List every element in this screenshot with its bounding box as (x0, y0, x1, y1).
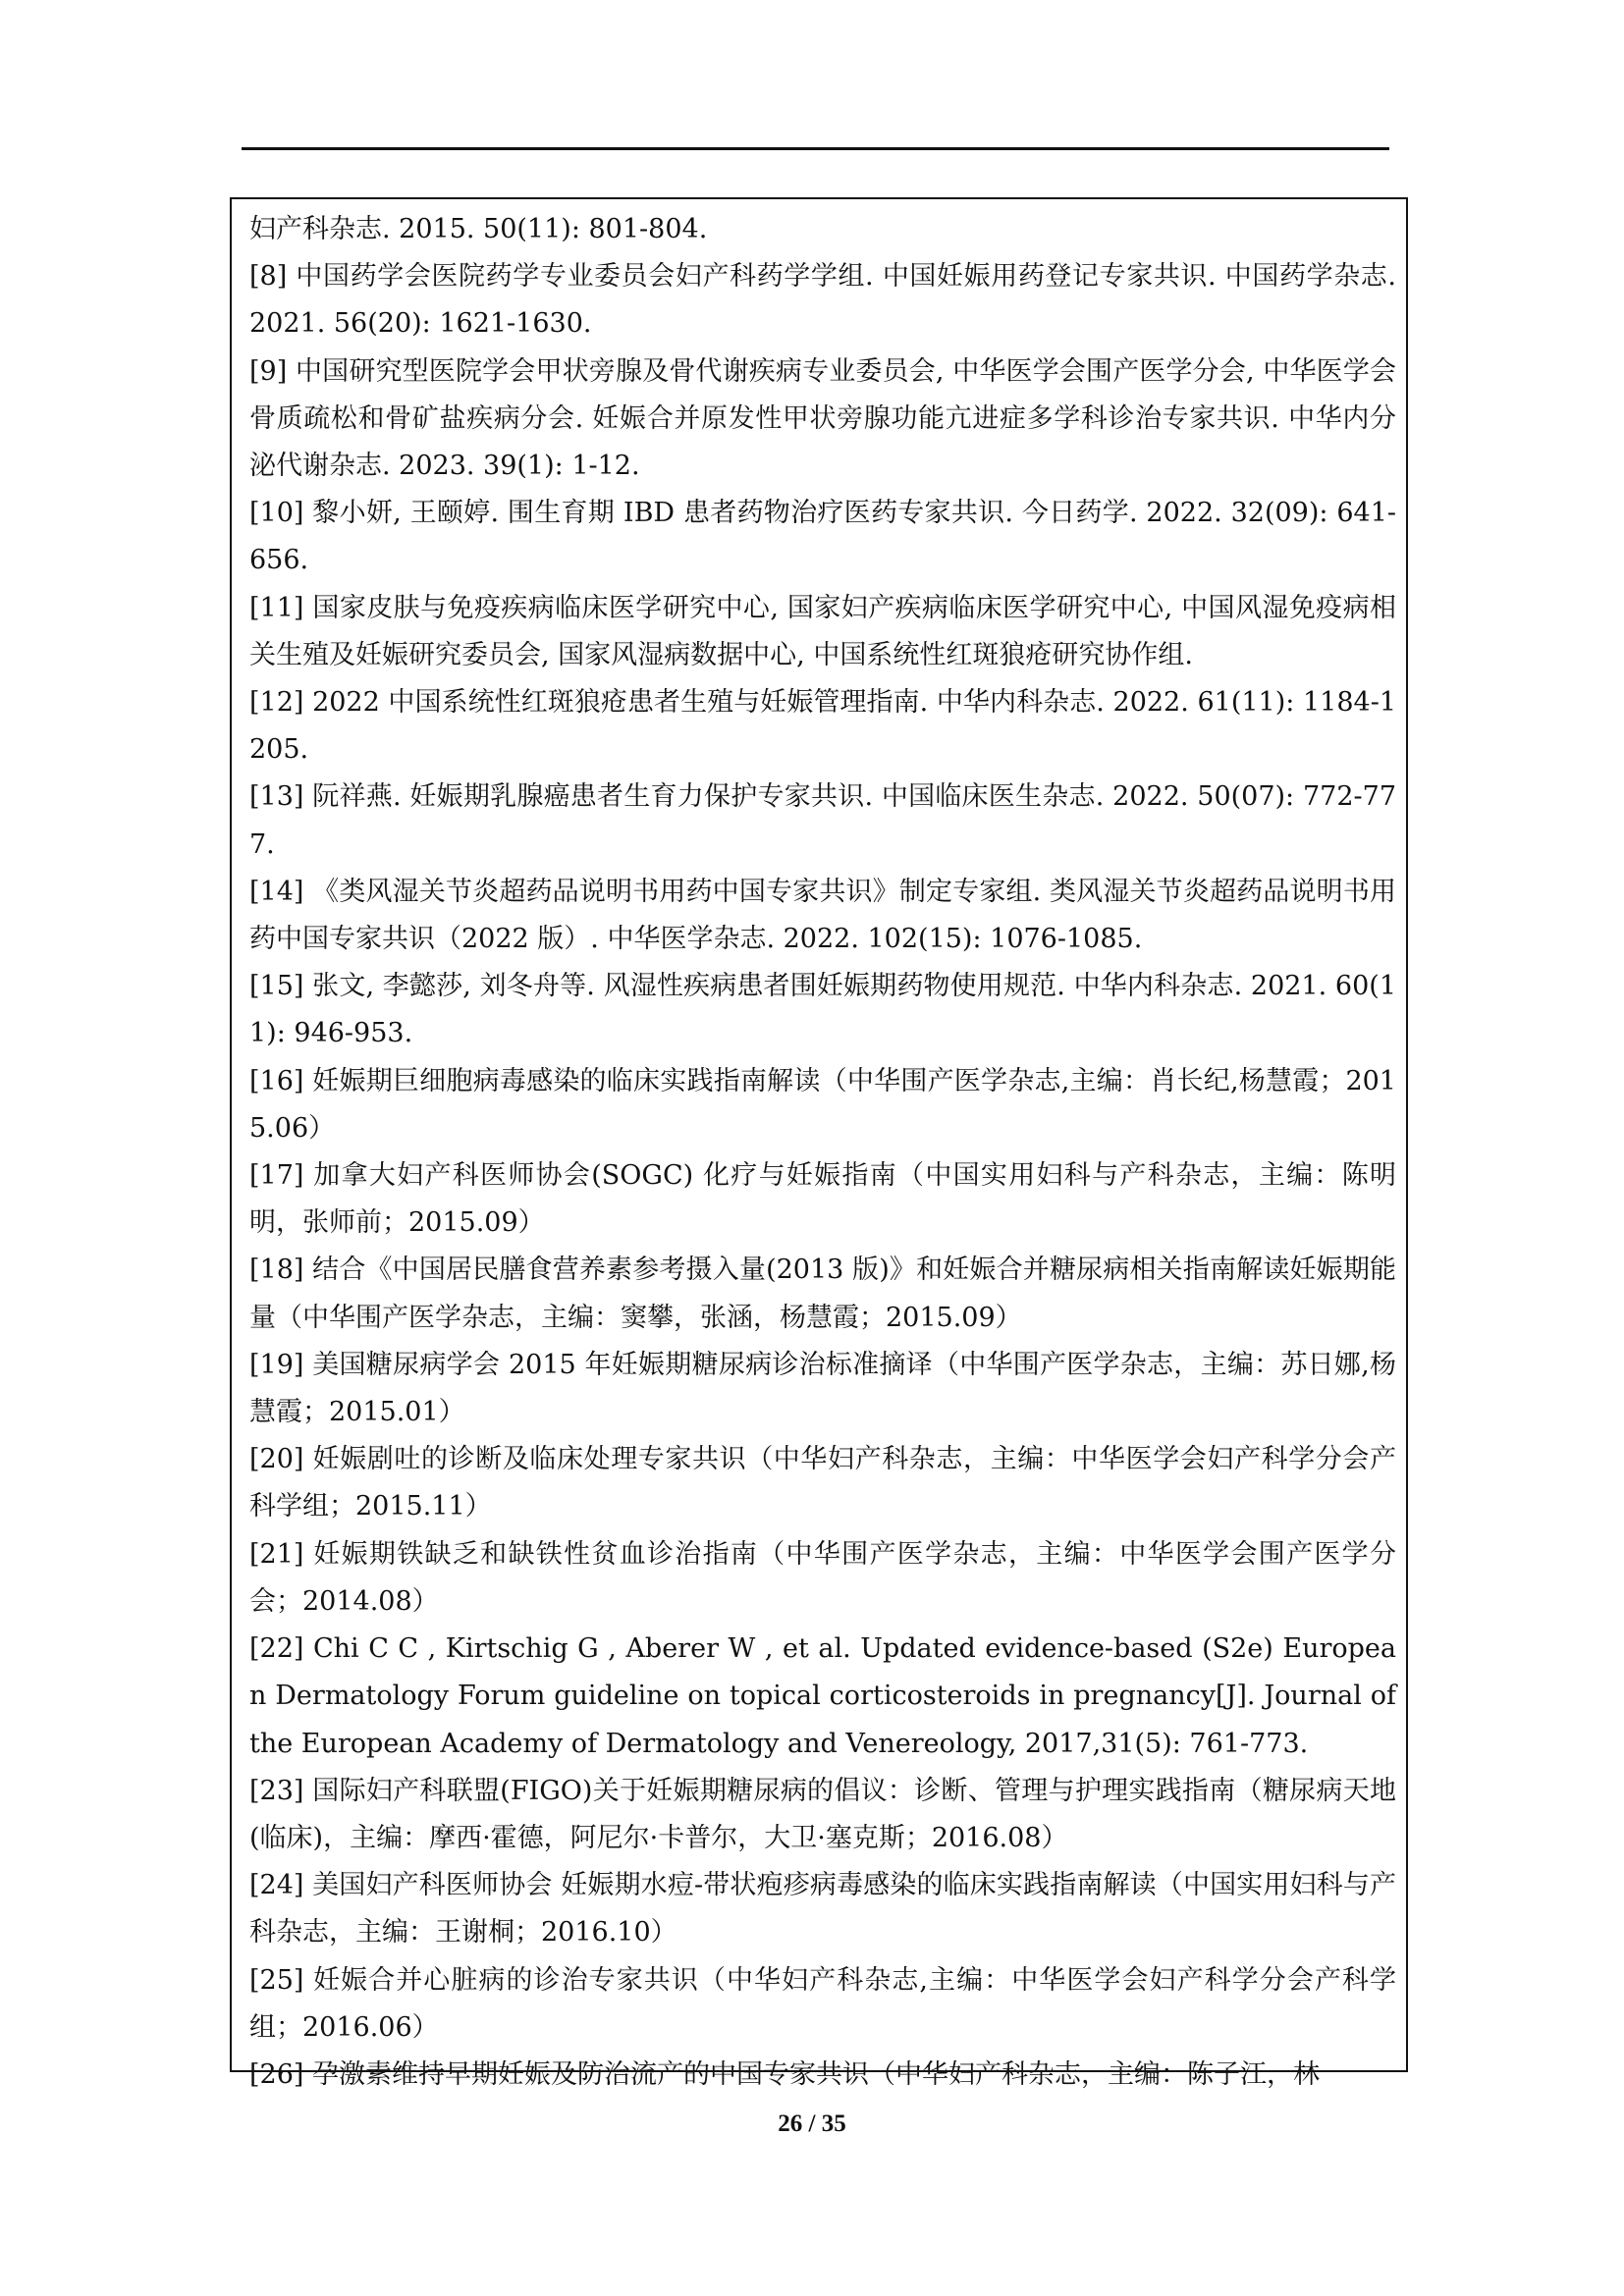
reference-item: [18] 结合《中国居民膳食营养素参考摄入量(2013 版)》和妊娠合并糖尿病相关指南解读妊娠期能量（中华围产医学杂志，主编：窦攀，张涵，杨慧霞；2015.09） (249, 1255, 1396, 1333)
reference-item: [20] 妊娠剧吐的诊断及临床处理专家共识（中华妇产科杂志，主编：中华医学会妇产科学分会产科学组；2015.11） (249, 1444, 1396, 1522)
reference-item: [12] 2022 中国系统性红斑狼疮患者生殖与妊娠管理指南. 中华内科杂志. 2022. 61(11): 1184-1205. (249, 687, 1396, 766)
reference-item: [17] 加拿大妇产科医师协会(SOGC) 化疗与妊娠指南（中国实用妇科与产科杂志，主编：陈明明，张师前；2015.09） (249, 1160, 1396, 1239)
reference-list (249, 206, 1396, 2099)
reference-item: [14] 《类风湿关节炎超药品说明书用药中国专家共识》制定专家组. 类风湿关节炎超药品说明书用药中国专家共识（2022 版）. 中华医学杂志. 2022. 102(15): 1076-1085. (249, 876, 1396, 955)
reference-item: [23] 国际妇产科联盟(FIGO)关于妊娠期糖尿病的倡议：诊断、管理与护理实践指南（糖尿病天地(临床)，主编：摩西·霍德，阿尼尔·卡普尔，大卫·塞克斯；2016.08） (249, 1775, 1396, 1853)
reference-item: [16] 妊娠期巨细胞病毒感染的临床实践指南解读（中华围产医学杂志,主编：肖长纪,杨慧霞；2015.06） (249, 1065, 1396, 1144)
reference-item: [21] 妊娠期铁缺乏和缺铁性贫血诊治指南（中华围产医学杂志，主编：中华医学会围产医学分会；2014.08） (249, 1538, 1396, 1617)
reference-item: [19] 美国糖尿病学会 2015 年妊娠期糖尿病诊治标准摘译（中华围产医学杂志，主编：苏日娜,杨慧霞；2015.01） (249, 1349, 1396, 1428)
reference-list-box (230, 197, 1408, 2090)
reference-item: 妇产科杂志. 2015. 50(11): 801-804. (249, 214, 708, 244)
reference-item: [22] Chi C C , Kirtschig G , Aberer W , et al. Updated evidence-based (S2e) European Dermatology Forum guideline on topical corticosteroids in pregnancy[J]. Journal of the European Academy of Dermatology and Venereology, 2017,31(5): 761-773. (249, 1633, 1396, 1759)
reference-item: [9] 中国研究型医院学会甲状旁腺及骨代谢疾病专业委员会, 中华医学会围产医学分会, 中华医学会骨质疏松和骨矿盐疾病分会. 妊娠合并原发性甲状旁腺功能亢进症多学科诊治专家共识. 中华内分泌代谢杂志. 2023. 39(1): 1-12. (249, 355, 1397, 482)
reference-item: [8] 中国药学会医院药学专业委员会妇产科药学学组. 中国妊娠用药登记专家共识. 中国药学杂志. 2021. 56(20): 1621-1630. (249, 261, 1396, 340)
reference-item: [15] 张文, 李懿莎, 刘冬舟等. 风湿性疾病患者围妊娠期药物使用规范. 中华内科杂志. 2021. 60(11): 946-953. (249, 971, 1396, 1049)
page-number: 26 / 35 (778, 2110, 846, 2137)
reference-item: [13] 阮祥燕. 妊娠期乳腺癌患者生育力保护专家共识. 中国临床医生杂志. 2022. 50(07): 772-777. (249, 781, 1396, 860)
header-rule (242, 147, 1389, 150)
reference-item: [11] 国家皮肤与免疫疾病临床医学研究中心, 国家妇产疾病临床医学研究中心, 中国风湿免疫病相关生殖及妊娠研究委员会, 国家风湿病数据中心, 中国系统性红斑狼疮研究协作组. (249, 592, 1396, 670)
reference-item: [25] 妊娠合并心脏病的诊治专家共识（中华妇产科杂志,主编：中华医学会妇产科学分会产科学组；2016.06） (249, 1964, 1396, 2043)
reference-item: [10] 黎小妍, 王颐婷. 围生育期 IBD 患者药物治疗医药专家共识. 今日药学. 2022. 32(09): 641-656. (249, 498, 1396, 576)
reference-item: [26] 孕激素维持早期妊娠及防治流产的中国专家共识（中华妇产科杂志，主编：陈子江，林 (249, 2058, 1321, 2090)
reference-item: [24] 美国妇产科医师协会 妊娠期水痘-带状疱疹病毒感染的临床实践指南解读（中国实用妇科与产科杂志，主编：王谢桐；2016.10） (249, 1870, 1396, 1949)
